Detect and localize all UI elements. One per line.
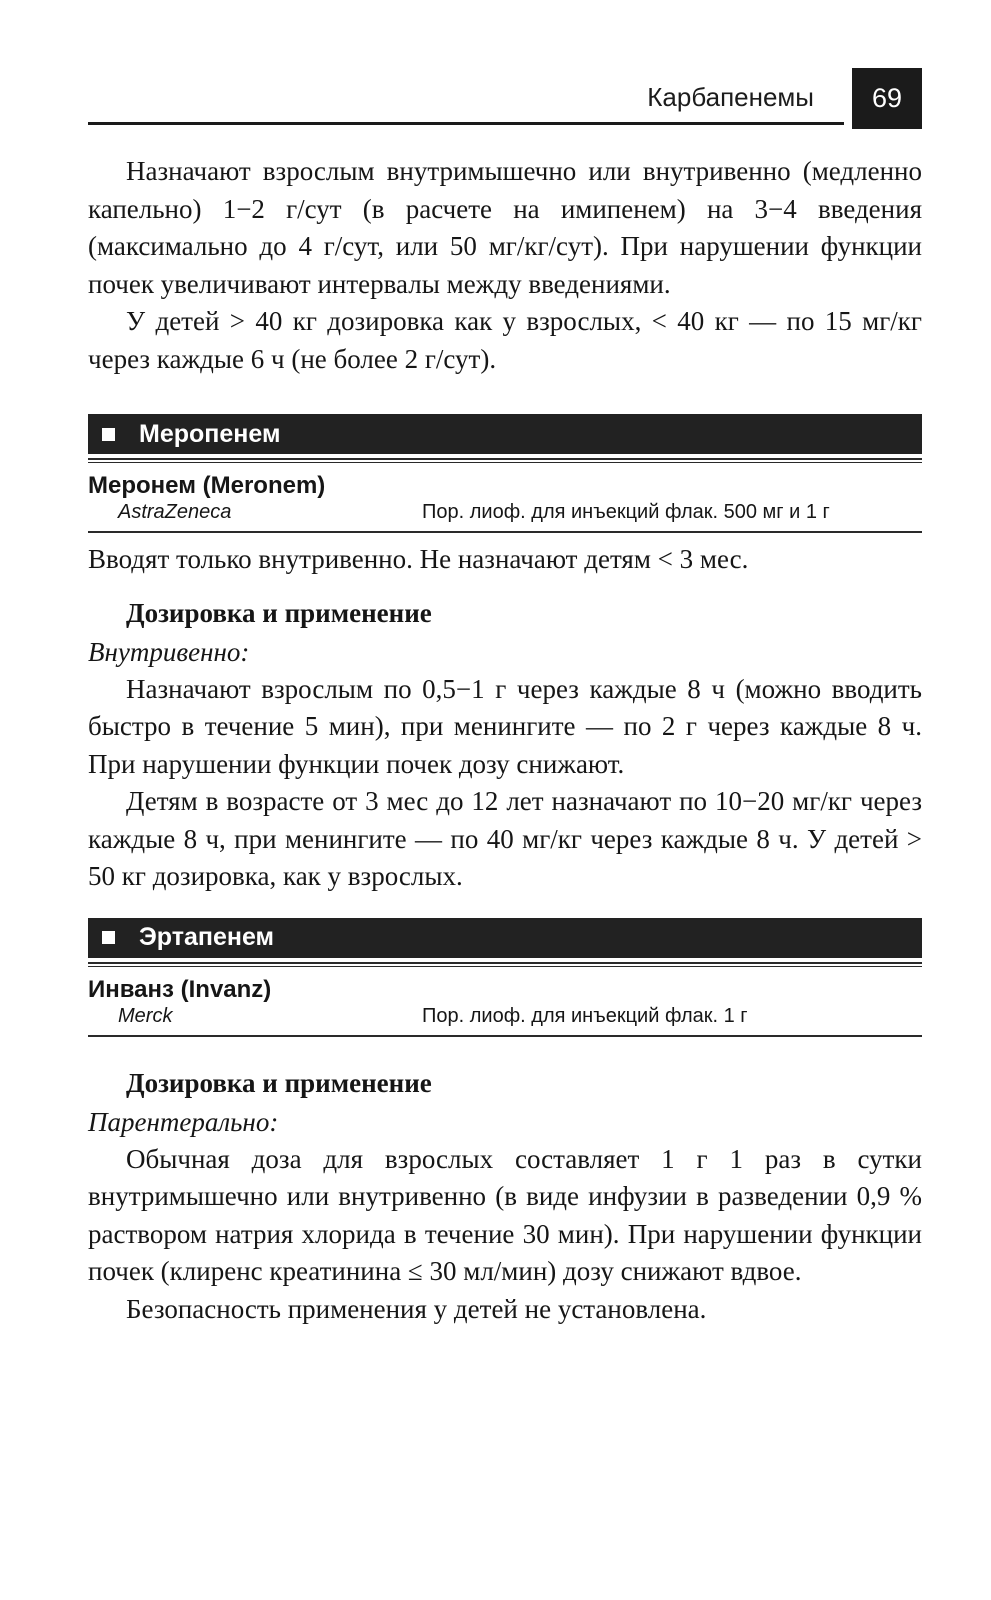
drug-entry-invanz — [88, 975, 922, 1037]
square-bullet-icon — [102, 428, 115, 441]
header-rule — [88, 122, 844, 125]
ertapenem-paragraph-1: Обычная доза для взрослых составляет 1 г 1 раз в сутки внутримышечно или внутривенно (в виде инфузии в разведении 0,9 % раствором натрия хлорида в течение 30 мин). При нарушении функции почек (клиренс креатинина ≤ 30 мл/мин) дозу снижают вдвое. — [88, 1143, 922, 1286]
book-page — [88, 68, 922, 1328]
section-rule — [88, 458, 922, 463]
ertapenem-paragraph-2: Безопасность применения у детей не установлена. — [126, 1293, 707, 1324]
drug-name: Меронем (Meronem) — [88, 472, 326, 499]
drug-entry-rule — [88, 1035, 922, 1037]
page-number: 69 — [852, 68, 922, 129]
drug-form: Пор. лиоф. для инъекций флак. 1 г — [422, 1004, 748, 1027]
manufacturer: Merck — [118, 1004, 173, 1027]
section-header-ertapenem — [88, 918, 922, 958]
drug-form: Пор. лиоф. для инъекций флак. 500 мг и 1 г — [422, 501, 830, 523]
drug-name: Инванз (Invanz) — [88, 975, 272, 1003]
drug-entry-meronem — [88, 471, 922, 533]
section-rule — [88, 962, 922, 967]
intro-paragraph-2: У детей > 40 кг дозировка как у взрослых, < 40 кг — по 15 мг/кг через каждые 6 ч (не более 2 г/сут). — [88, 306, 922, 374]
running-header-title: Карбапенемы — [647, 82, 814, 112]
drug-entry-rule — [88, 531, 922, 533]
dosage-heading: Дозировка и применение — [126, 597, 432, 628]
intro-text — [88, 153, 922, 378]
section-title: Меропенем — [139, 419, 281, 448]
section-header-meropenem — [88, 414, 922, 454]
square-bullet-icon — [102, 931, 115, 944]
route-label: Внутривенно: — [88, 636, 250, 667]
meropenem-paragraph-2: Детям в возрасте от 3 мес до 12 лет назначают по 10−20 мг/кг через каждые 8 ч, при менингите — по 40 мг/кг через каждые 8 ч. У детей > 50 кг дозировка, как у взрослых. — [88, 786, 922, 891]
route-label: Парентерально: — [88, 1106, 279, 1137]
meropenem-note: Вводят только внутривенно. Не назначают детям < 3 мес. — [88, 544, 749, 574]
intro-paragraph-1: Назначают взрослым внутримышечно или внутривенно (медленно капельно) 1−2 г/сут (в расчете на имипенем) на 3−4 введения (максимально до 4 г/сут, или 50 мг/кг/сут). При нарушении функции почек увеличивают интервалы между введениями. — [88, 156, 922, 299]
section-title: Эртапенем — [139, 923, 275, 951]
running-header — [88, 68, 922, 127]
manufacturer: AstraZeneca — [118, 501, 232, 523]
dosage-heading: Дозировка и применение — [126, 1067, 432, 1098]
meropenem-paragraph-1: Назначают взрослым по 0,5−1 г через каждые 8 ч (можно вводить быстро в течение 5 мин), при менингите — по 2 г через каждые 8 ч. При нарушении функции почек дозу снижают. — [88, 673, 922, 779]
